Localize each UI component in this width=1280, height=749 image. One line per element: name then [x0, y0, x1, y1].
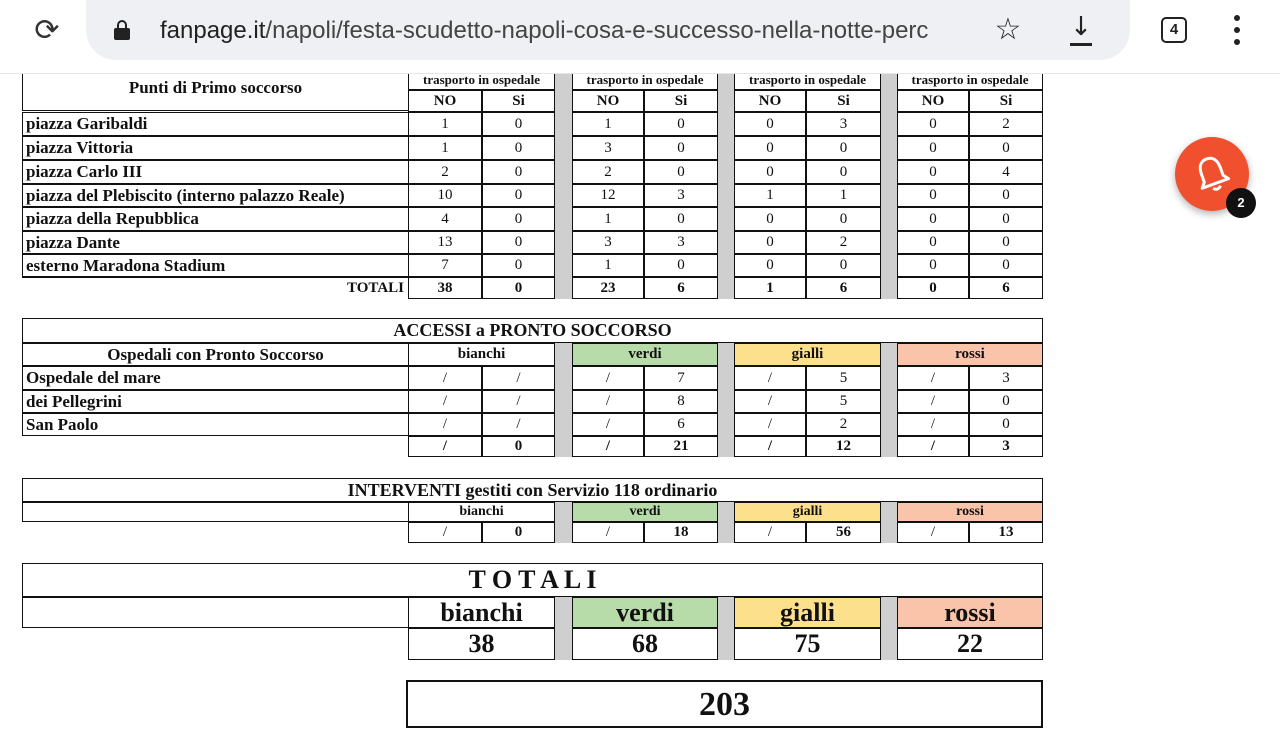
table3-group-rossi: rossi — [897, 502, 1043, 522]
table1-value-cell: 0 — [969, 136, 1043, 160]
table2-value-cell: 6 — [644, 413, 718, 436]
table1-row-label: piazza del Plebiscito (interno palazzo Reale) — [22, 184, 409, 207]
table1-value-cell: 0 — [644, 136, 718, 160]
table1-value-cell: 2 — [806, 231, 881, 254]
table1-total-cell: 6 — [644, 277, 718, 299]
table3-group-verdi: verdi — [572, 502, 718, 522]
totals-label: TOTALI — [22, 277, 409, 299]
table1-total-cell: 0 — [897, 277, 969, 299]
column-separator — [881, 74, 897, 299]
table1-row-label: piazza Dante — [22, 231, 409, 254]
url-path: /napoli/festa-scudetto-napoli-cosa-e-successo-nella-notte-perc — [265, 17, 929, 44]
table3-title: INTERVENTI gestiti con Servizio 118 ordinario — [22, 478, 1043, 502]
table1-value-cell: 7 — [408, 254, 482, 277]
table2-total-cell: 21 — [644, 436, 718, 457]
table4-group-gialli: gialli — [734, 597, 881, 628]
table1-value-cell: 1 — [408, 136, 482, 160]
table1-value-cell: 4 — [408, 207, 482, 231]
table1-value-cell: 0 — [806, 254, 881, 277]
table2-group-rossi: rossi — [897, 343, 1043, 366]
table2-group-bianchi: bianchi — [408, 343, 555, 366]
table1-row-label: piazza Garibaldi — [22, 112, 409, 136]
column-separator — [718, 74, 734, 299]
more-vert-icon[interactable] — [1226, 12, 1248, 48]
group-label: trasporto in ospedale — [734, 74, 881, 90]
table1-value-cell: 3 — [806, 112, 881, 136]
table1-value-cell: 4 — [969, 160, 1043, 184]
table2-value-cell: / — [408, 390, 482, 413]
column-separator — [718, 597, 734, 660]
column-separator — [718, 343, 734, 457]
table2-group-verdi: verdi — [572, 343, 718, 366]
table3-value-cell: / — [897, 522, 969, 543]
table1-total-cell: 1 — [734, 277, 806, 299]
column-separator — [881, 597, 897, 660]
table1-value-cell: 0 — [482, 112, 555, 136]
table2-value-cell: 0 — [969, 390, 1043, 413]
si-column-header: Si — [482, 90, 555, 112]
table1-row-label: piazza Vittoria — [22, 136, 409, 160]
table1-value-cell: 1 — [806, 184, 881, 207]
group-label: trasporto in ospedale — [897, 74, 1043, 90]
column-separator — [555, 74, 572, 299]
table4-group-bianchi: bianchi — [408, 597, 555, 628]
table3-value-cell: 0 — [482, 522, 555, 543]
table2-total-cell: / — [572, 436, 644, 457]
table2-total-cell: 3 — [969, 436, 1043, 457]
table1-row-label: esterno Maradona Stadium — [22, 254, 409, 277]
table1-value-cell: 0 — [969, 207, 1043, 231]
table1-value-cell: 13 — [408, 231, 482, 254]
bell-icon — [1192, 153, 1232, 195]
table2-row-label: Ospedale del mare — [22, 366, 409, 390]
table1-value-cell: 0 — [969, 254, 1043, 277]
table1-value-cell: 0 — [897, 254, 969, 277]
table2-value-cell: / — [572, 413, 644, 436]
table1-value-cell: 0 — [897, 112, 969, 136]
table2-value-cell: 7 — [644, 366, 718, 390]
table1-value-cell: 1 — [408, 112, 482, 136]
table1-value-cell: 0 — [969, 184, 1043, 207]
table1-row-label: piazza Carlo III — [22, 160, 409, 184]
table4-total-rossi: 22 — [897, 628, 1043, 660]
table3-value-cell: 56 — [806, 522, 881, 543]
table2-value-cell: / — [408, 366, 482, 390]
table2-header: Ospedali con Pronto Soccorso — [22, 343, 409, 366]
table2-value-cell: 2 — [806, 413, 881, 436]
table1-value-cell: 0 — [734, 136, 806, 160]
table2-value-cell: / — [572, 366, 644, 390]
table2-title: ACCESSI a PRONTO SOCCORSO — [22, 318, 1043, 343]
grand-total: 203 — [406, 680, 1043, 728]
table1-value-cell: 0 — [734, 254, 806, 277]
si-column-header: Si — [806, 90, 881, 112]
table2-total-cell: / — [897, 436, 969, 457]
table2-group-gialli: gialli — [734, 343, 881, 366]
table1-total-cell: 6 — [969, 277, 1043, 299]
table1-value-cell: 2 — [969, 112, 1043, 136]
table3-value-cell: 18 — [644, 522, 718, 543]
table3-group-bianchi: bianchi — [408, 502, 555, 522]
table2-total-cell: 0 — [482, 436, 555, 457]
column-separator — [555, 597, 572, 660]
table1-value-cell: 0 — [482, 231, 555, 254]
table1-value-cell: 3 — [572, 136, 644, 160]
url-host: fanpage.it — [160, 17, 266, 44]
table1-value-cell: 0 — [734, 112, 806, 136]
table1-value-cell: 3 — [644, 231, 718, 254]
table1-value-cell: 0 — [969, 231, 1043, 254]
lock-icon[interactable] — [114, 20, 130, 40]
table2-value-cell: / — [734, 366, 806, 390]
table3-value-cell: / — [734, 522, 806, 543]
download-icon[interactable]: ↓ — [1064, 12, 1098, 48]
table2-total-cell: 12 — [806, 436, 881, 457]
column-separator — [881, 343, 897, 457]
table2-value-cell: / — [897, 366, 969, 390]
table4-total-gialli: 75 — [734, 628, 881, 660]
table1-value-cell: 0 — [806, 207, 881, 231]
table1-value-cell: 1 — [572, 112, 644, 136]
no-column-header: NO — [734, 90, 806, 112]
document-image — [0, 74, 1280, 749]
table1-value-cell: 0 — [734, 160, 806, 184]
tab-switcher-button[interactable]: 4 — [1161, 17, 1187, 43]
table1-value-cell: 0 — [482, 184, 555, 207]
table1-value-cell: 2 — [572, 160, 644, 184]
table2-value-cell: / — [482, 366, 555, 390]
table1-value-cell: 0 — [897, 160, 969, 184]
table1-value-cell: 0 — [734, 231, 806, 254]
browser-toolbar — [0, 0, 1280, 74]
reload-icon[interactable]: ⟳ — [34, 13, 60, 48]
table1-value-cell: 0 — [897, 207, 969, 231]
table1-value-cell: 1 — [572, 207, 644, 231]
table3-group-gialli: gialli — [734, 502, 881, 522]
table1-value-cell: 0 — [482, 207, 555, 231]
table1-value-cell: 0 — [644, 112, 718, 136]
table1-value-cell: 3 — [572, 231, 644, 254]
table3-value-cell: 13 — [969, 522, 1043, 543]
table1-value-cell: 0 — [482, 254, 555, 277]
table1-value-cell: 0 — [482, 160, 555, 184]
si-column-header: Si — [644, 90, 718, 112]
no-column-header: NO — [897, 90, 969, 112]
table1-value-cell: 0 — [734, 207, 806, 231]
table1-value-cell: 3 — [644, 184, 718, 207]
table2-value-cell: / — [734, 390, 806, 413]
table2-value-cell: / — [734, 413, 806, 436]
table4-total-bianchi: 38 — [408, 628, 555, 660]
column-separator — [555, 502, 572, 543]
table2-value-cell: / — [408, 413, 482, 436]
table2-value-cell: 5 — [806, 366, 881, 390]
table1-total-cell: 38 — [408, 277, 482, 299]
table1-value-cell: 0 — [806, 136, 881, 160]
si-column-header: Si — [969, 90, 1043, 112]
table3-blank-cell — [22, 502, 409, 522]
column-separator — [555, 343, 572, 457]
table1-value-cell: 0 — [644, 207, 718, 231]
table1-value-cell: 0 — [806, 160, 881, 184]
table1-value-cell: 2 — [408, 160, 482, 184]
table2-value-cell: 3 — [969, 366, 1043, 390]
table1-value-cell: 0 — [482, 136, 555, 160]
group-label: trasporto in ospedale — [572, 74, 718, 90]
table1-total-cell: 0 — [482, 277, 555, 299]
table1-header: Punti di Primo soccorso — [22, 74, 409, 111]
table2-value-cell: / — [897, 390, 969, 413]
table3-value-cell: / — [572, 522, 644, 543]
table2-row-label: dei Pellegrini — [22, 390, 409, 413]
table4-group-rossi: rossi — [897, 597, 1043, 628]
table1-value-cell: 10 — [408, 184, 482, 207]
table2-value-cell: / — [482, 390, 555, 413]
table4-group-verdi: verdi — [572, 597, 718, 628]
table1-value-cell: 0 — [897, 231, 969, 254]
table2-value-cell: 8 — [644, 390, 718, 413]
table1-value-cell: 1 — [734, 184, 806, 207]
table3-value-cell: / — [408, 522, 482, 543]
url-text[interactable] — [160, 14, 970, 48]
table1-value-cell: 0 — [644, 254, 718, 277]
no-column-header: NO — [408, 90, 482, 112]
table1-value-cell: 12 — [572, 184, 644, 207]
table1-total-cell: 6 — [806, 277, 881, 299]
column-separator — [718, 502, 734, 543]
table1-row-label: piazza della Repubblica — [22, 207, 409, 231]
table2-row-label: San Paolo — [22, 413, 409, 436]
table2-value-cell: / — [897, 413, 969, 436]
column-separator — [881, 502, 897, 543]
table4-title: T O T A L I — [22, 563, 1043, 597]
table2-total-cell: / — [408, 436, 482, 457]
star-icon[interactable]: ☆ — [994, 12, 1022, 47]
notification-count-badge: 2 — [1226, 188, 1256, 218]
table2-value-cell: 5 — [806, 390, 881, 413]
group-label: trasporto in ospedale — [408, 74, 555, 90]
table1-value-cell: 1 — [572, 254, 644, 277]
table2-value-cell: 0 — [969, 413, 1043, 436]
table1-total-cell: 23 — [572, 277, 644, 299]
table1-value-cell: 0 — [644, 160, 718, 184]
table4-total-verdi: 68 — [572, 628, 718, 660]
table1-value-cell: 0 — [897, 184, 969, 207]
table2-value-cell: / — [482, 413, 555, 436]
table1-value-cell: 0 — [897, 136, 969, 160]
table2-total-cell: / — [734, 436, 806, 457]
no-column-header: NO — [572, 90, 644, 112]
table4-blank-cell — [22, 597, 409, 628]
table2-value-cell: / — [572, 390, 644, 413]
